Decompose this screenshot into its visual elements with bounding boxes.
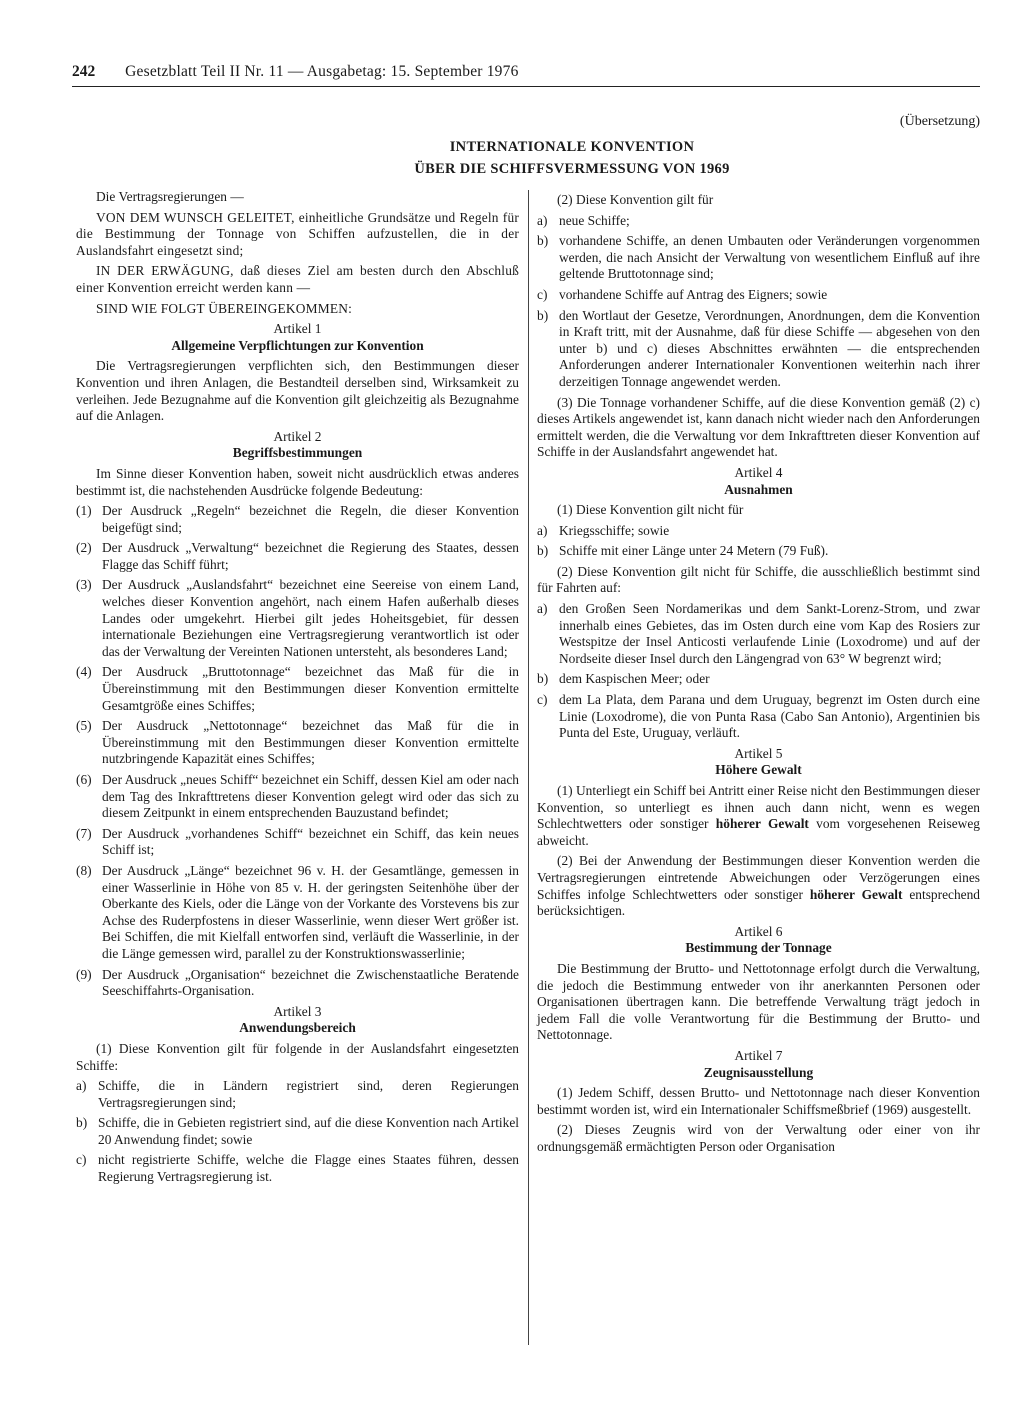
article-3-number: Artikel 3 xyxy=(273,1003,322,1019)
item-label: (8) xyxy=(76,862,92,878)
list-item xyxy=(537,233,980,283)
item-label: a) xyxy=(537,601,548,617)
definition-item xyxy=(76,863,519,963)
left-column xyxy=(76,189,519,1190)
header-rule xyxy=(72,86,980,87)
article-5-title: Höhere Gewalt xyxy=(715,762,802,778)
item-text: dem La Plata, dem Parana und dem Uruguay, begrenzt im Osten durch eine Linie (Loxodrome), die von Punta Rasa (Cabo San Antonio), Argentinien bis Punta del Este, Uruguay, verläuft. xyxy=(559,692,980,741)
article-7-number: Artikel 7 xyxy=(734,1047,783,1063)
page-number: 242 xyxy=(72,63,96,80)
definition-item xyxy=(76,826,519,859)
item-label: (3) xyxy=(76,577,92,593)
article-2-number: Artikel 2 xyxy=(273,428,322,444)
preamble-p1: Die Vertragsregierungen — xyxy=(96,189,244,204)
item-text: Der Ausdruck „Regeln“ bezeichnet die Regeln, die dieser Konvention beigefügt sind; xyxy=(102,503,519,535)
article-1-text: Die Vertragsregierungen verpflichten sich, den Bestimmungen dieser Konvention und ihren Anlagen, die Bestandteil derselben sind, Wirksamkeit zu verleihen. Jede Bezugnahme auf die Konvention gilt gleichzeitig als Bezugnahme auf die Anlagen. xyxy=(76,358,519,424)
article-1-title: Allgemeine Verpflichtungen zur Konvention xyxy=(171,337,424,353)
article-4-para-2: (2) Diese Konvention gilt nicht für Schiffe, die ausschließlich bestimmt sind für Fahrten auf: xyxy=(537,563,980,596)
translation-note: (Übersetzung) xyxy=(899,114,980,129)
article-6-title: Bestimmung der Tonnage xyxy=(685,940,832,956)
item-label: a) xyxy=(537,212,548,228)
running-title: Gesetzblatt Teil II Nr. 11 — Ausgabetag: 15. September 1976 xyxy=(125,63,519,80)
article-2-title: Begriffsbestimmungen xyxy=(232,445,363,461)
title-line-1: INTERNATIONALE KONVENTION xyxy=(449,139,695,155)
item-text: Der Ausdruck „Nettotonnage“ bezeichnet das Maß für die in Übereinstimmung mit den Bestimmungen dieser Konvention ermittelte nutzbringende Kapazität eines Schiffes; xyxy=(102,718,519,767)
item-label: (7) xyxy=(76,825,92,841)
item-text: Schiffe mit einer Länge unter 24 Metern (79 Fuß). xyxy=(559,543,829,559)
definition-item xyxy=(76,503,519,536)
emphasis: höherer Gewalt xyxy=(809,886,903,902)
article-5-para-1 xyxy=(537,783,980,849)
item-label: a) xyxy=(537,522,548,538)
list-item xyxy=(537,692,980,742)
text-run: (1) Unterliegt ein Schiff bei Antritt einer Reise nicht den Bestimmungen dieser Konvention, so unterliegt es ihnen auch dann nicht, wenn es wegen Schlechtwetters oder sonstiger xyxy=(537,783,980,832)
item-text: Der Ausdruck „Organisation“ bezeichnet die Zwischenstaatliche Beratende Seeschiffahrts-Organisation. xyxy=(102,966,519,999)
item-text: den Wortlaut der Gesetze, Verordnungen, Anordnungen, dem die Konvention in Kraft tritt, mit der Ausnahme, daß für diese Schiffe — abgesehen von den unter b) und c) dieses Abschnittes erwähnten — die entsprechenden Anforderungen anderer Internationaler Konventionen weiterhin nach ihrer derzeitigen Tonnage angewendet werden. xyxy=(559,307,980,389)
list-item xyxy=(537,523,980,540)
item-label: b) xyxy=(537,671,549,687)
definition-item xyxy=(76,772,519,822)
article-7-para-2: (2) Dieses Zeugnis wird von der Verwaltung oder einer von ihr ordnungsgemäß ermächtigten Person oder Organisation xyxy=(537,1122,980,1154)
article-2-intro: Im Sinne dieser Konvention haben, soweit nicht ausdrücklich etwas anderes bestimmt ist, die nachstehenden Ausdrücke folgende Bedeutung: xyxy=(76,465,519,498)
list-item xyxy=(537,671,980,688)
article-7-para-1: (1) Jedem Schiff, dessen Brutto- und Nettotonnage nach dieser Konvention bestimmt worden ist, wird ein Internationaler Schiffsmeßbrief (1969) ausgestellt. xyxy=(537,1085,980,1117)
item-label: b) xyxy=(537,543,549,559)
item-text: Schiffe, die in Ländern registriert sind, deren Regierungen Vertragsregierungen sind; xyxy=(98,1078,519,1110)
list-item xyxy=(76,1115,519,1148)
article-6-text: Die Bestimmung der Brutto- und Nettotonnage erfolgt durch die Verwaltung, die jedoch die Bestimmung entweder von ihr anerkannten Personen oder Organisationen übertragen kann. Die betreffende Verwaltung trägt jedoch in jedem Fall die volle Verantwortung für die Bestimmung der Brutto- und Nettotonnage. xyxy=(537,960,980,1043)
emphasis: höherer Gewalt xyxy=(715,816,809,832)
definition-item xyxy=(76,718,519,768)
item-text: nicht registrierte Schiffe, welche die Flagge eines Staates führen, dessen Regierung Vertragsregierung ist. xyxy=(98,1152,519,1185)
item-label: b) xyxy=(537,307,549,323)
title-line-2: ÜBER DIE SCHIFFSVERMESSUNG VON 1969 xyxy=(414,161,730,177)
text-run: entsprechend berücksichtigen. xyxy=(537,886,980,919)
item-text: Der Ausdruck „Auslandsfahrt“ bezeichnet eine Seereise von einem Land, welches dieser Konvention angehört, nach einem Hafen außerhalb dieses Landes oder umgekehrt. Hierbei gilt jedes Hoheitsgebiet, für dessen internationale Beziehungen eine Vertragsregierung verantwortlich ist oder das der Verwaltung der Vereinten Nationen untersteht, als besonderes Land; xyxy=(102,577,519,659)
preamble-p2: VON DEM WUNSCH GELEITET, einheitliche Grundsätze und Regeln für die Bestimmung der Tonnage von Schiffen aufzustellen, die in der Auslandsfahrt eingesetzt sind; xyxy=(76,209,519,258)
definition-item xyxy=(76,967,519,1000)
item-label: a) xyxy=(76,1078,87,1094)
definition-item xyxy=(76,540,519,573)
item-label: (2) xyxy=(76,540,92,556)
item-label: (5) xyxy=(76,718,92,734)
article-5-para-2 xyxy=(537,853,980,919)
item-text: Der Ausdruck „Bruttotonnage“ bezeichnet das Maß für die in Übereinstimmung mit den Bestimmungen dieser Konvention ermittelte Gesamtgröße eines Schiffes; xyxy=(102,664,519,713)
text-run: (2) Bei der Anwendung der Bestimmungen dieser Konvention werden die Vertragsregierungen eintretende Abweichungen oder Verzögerungen eines Schiffes infolge Schlechtwetters oder sonstiger xyxy=(537,853,980,902)
column-divider xyxy=(528,190,529,1345)
item-label: (4) xyxy=(76,664,92,680)
article-5-number: Artikel 5 xyxy=(734,745,783,761)
item-label: (9) xyxy=(76,966,92,982)
article-4-para-1: (1) Diese Konvention gilt nicht für xyxy=(557,502,744,518)
article-3-para-3: (3) Die Tonnage vorhandener Schiffe, auf die diese Konvention gemäß (2) c) dieses Artikels angewendet ist, kann danach nicht wieder nach den Anforderungen ermittelt werden, die die Verwaltung vor dem Inkrafttreten dieser Konvention auf Schiffe in der Auslandsfahrt angewendet hat. xyxy=(537,394,980,460)
item-label: (1) xyxy=(76,503,92,519)
article-3-para-1: (1) Diese Konvention gilt für folgende in der Auslandsfahrt eingesetzten Schiffe: xyxy=(76,1040,519,1073)
item-label: c) xyxy=(537,692,548,708)
article-3-title: Anwendungsbereich xyxy=(239,1020,356,1036)
item-label: (6) xyxy=(76,772,92,787)
list-item xyxy=(537,213,980,230)
list-item xyxy=(537,308,980,391)
item-text: neue Schiffe; xyxy=(559,212,630,228)
item-text: Der Ausdruck „neues Schiff“ bezeichnet ein Schiff, dessen Kiel am oder nach dem Tag des Inkrafttretens dieser Konvention gelegt wird oder das sich zu diesem Zeitpunkt in einem entsprechenden Bauzustand befindet; xyxy=(102,772,519,821)
right-column xyxy=(537,192,980,1159)
item-text: vorhandene Schiffe, an denen Umbauten oder Veränderungen vorgenommen werden, die nach Ansicht der Verwaltung von wesentlichem Einfluß auf ihre geltende Bruttotonnage sind; xyxy=(559,233,980,282)
list-item xyxy=(537,601,980,667)
item-text: Schiffe, die in Gebieten registriert sind, auf die diese Konvention nach Artikel 20 Anwendung findet; sowie xyxy=(98,1115,519,1147)
item-text: den Großen Seen Nordamerikas und dem Sankt-Lorenz-Strom, und zwar innerhalb eines Gebietes, das im Osten durch eine vom Kap des Rosiers zur Westspitze der Insel Anticosti verlaufende Linie (Loxodrome) und auf der Nordseite dieser Insel durch den Längengrad von 63° W begrenzt wird; xyxy=(559,601,980,666)
definition-item xyxy=(76,577,519,660)
definition-item xyxy=(76,664,519,714)
article-7-title: Zeugnisausstellung xyxy=(703,1064,814,1080)
item-text: Der Ausdruck „Verwaltung“ bezeichnet die Regierung des Staates, dessen Flagge das Schiff führt; xyxy=(102,540,519,572)
article-4-title: Ausnahmen xyxy=(724,481,793,497)
list-item xyxy=(76,1078,519,1111)
item-label: c) xyxy=(76,1152,87,1168)
item-label: b) xyxy=(76,1115,88,1131)
item-label: b) xyxy=(537,233,549,249)
article-1-number: Artikel 1 xyxy=(273,321,322,337)
list-item xyxy=(76,1152,519,1185)
list-item xyxy=(537,287,980,304)
item-label: c) xyxy=(537,286,548,302)
item-text: Der Ausdruck „Länge“ bezeichnet 96 v. H. der Gesamtlänge, gemessen in einer Wasserlinie in Höhe von 85 v. H. der geringsten Seitenhöhe über der Oberkante des Kiels, oder die Länge von der Vorkante des Vorstevens bis zur Achse des Ruderpfostens in dieser Wasserlinie, wenn dieser Wert größer ist. Bei Schiffen, die mit Kielfall entworfen sind, verläuft die Wasserlinie, in der die Länge gemessen wird, parallel zu der Konstruktionswasserlinie; xyxy=(102,862,519,961)
page-header xyxy=(72,62,792,82)
list-item xyxy=(537,543,980,560)
preamble-p4: SIND WIE FOLGT ÜBEREINGEKOMMEN: xyxy=(96,300,353,316)
article-3-para-2: (2) Diese Konvention gilt für xyxy=(557,192,714,207)
preamble-p3: IN DER ERWÄGUNG, daß dieses Ziel am besten durch den Abschluß einer Konvention erreicht werden kann — xyxy=(76,263,519,295)
article-4-number: Artikel 4 xyxy=(734,464,783,480)
item-text: Der Ausdruck „vorhandenes Schiff“ bezeichnet ein Schiff, das kein neues Schiff ist; xyxy=(102,825,519,858)
document-title xyxy=(0,136,1024,180)
text-run: vom vorgesehenen Reiseweg abweicht. xyxy=(537,816,980,848)
item-text: Kriegsschiffe; sowie xyxy=(559,522,670,538)
item-text: dem Kaspischen Meer; oder xyxy=(559,671,710,687)
article-6-number: Artikel 6 xyxy=(734,923,783,939)
item-text: vorhandene Schiffe auf Antrag des Eigners; sowie xyxy=(559,286,828,302)
